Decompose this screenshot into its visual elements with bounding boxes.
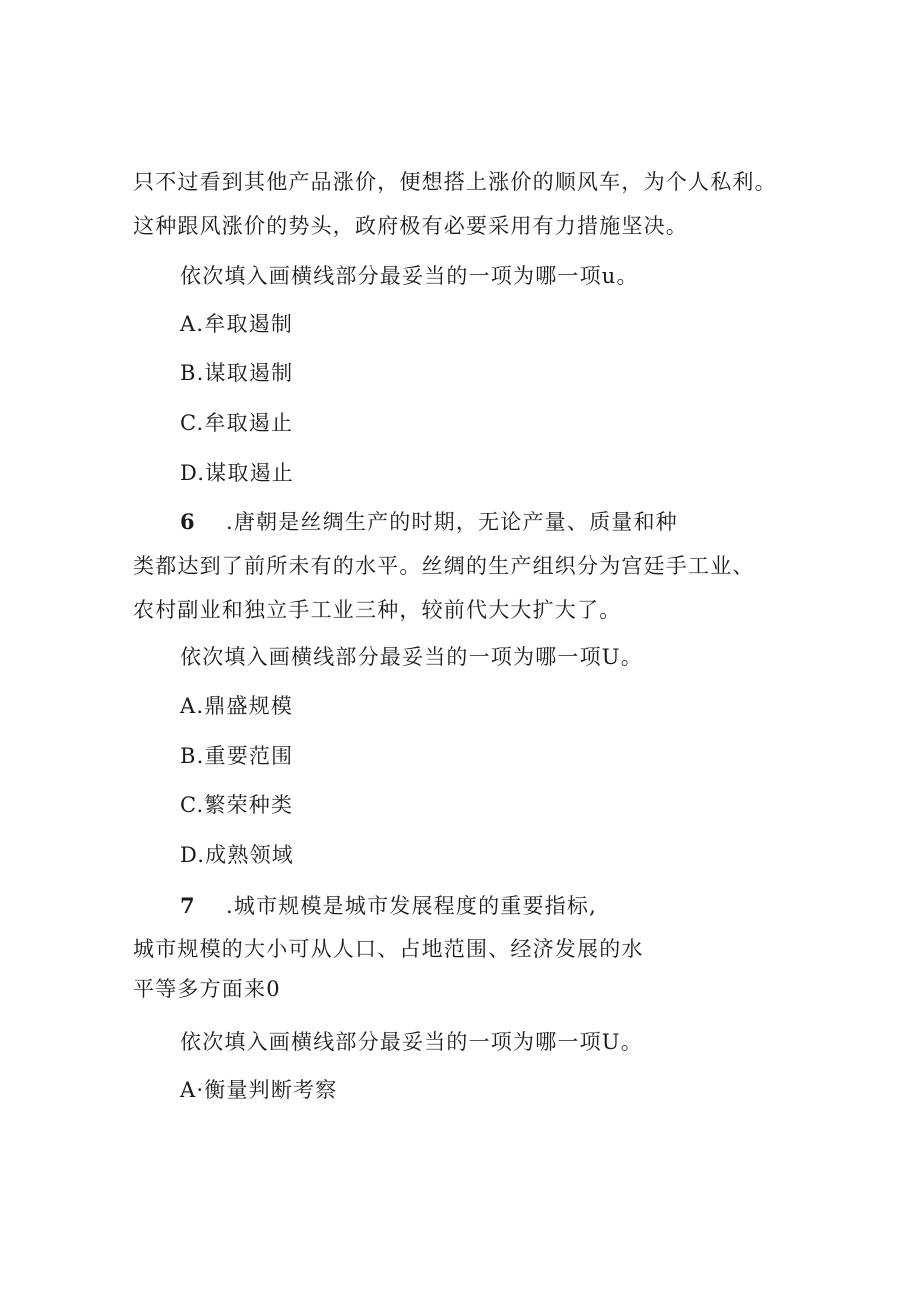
option-a: A.牟取遏制: [180, 312, 294, 336]
option-a: A·衡量判断考察: [180, 1078, 338, 1102]
question-text: 平等多方面来0: [133, 977, 281, 1001]
option-b: B.重要范围: [180, 744, 294, 768]
option-c: C.繁荣种类: [180, 793, 294, 817]
question-text: 农村副业和独立手工业三种，较前代大大扩大了。: [133, 598, 622, 622]
option-b: B.谋取遏制: [180, 361, 294, 385]
option-a: A.鼎盛规模: [180, 694, 294, 718]
option-c: C.牟取遏止: [180, 411, 294, 435]
question-text: .城市规模是城市发展程度的重要指标,: [226, 894, 597, 918]
option-d: D.谋取遏止: [180, 461, 294, 485]
question-text: 类都达到了前所未有的水平。丝绸的生产组织分为宫廷手工业、: [133, 554, 755, 578]
question-text: .唐朝是丝绸生产的时期，无论产量、质量和种: [226, 510, 678, 534]
question-number: 7: [180, 893, 196, 918]
passage-line: 只不过看到其他产品涨价，便想搭上涨价的顺风车，为个人私利。: [133, 170, 777, 194]
question-prompt: 依次填入画横线部分最妥当的一项为哪一项u。: [180, 264, 639, 288]
passage-line: 这种跟风涨价的势头，政府极有必要采用有力措施坚决。: [133, 214, 688, 238]
question-number: 6: [180, 509, 196, 534]
option-d: D.成熟领域: [180, 843, 294, 867]
question-prompt: 依次填入画横线部分最妥当的一项为哪一项U。: [180, 1030, 643, 1054]
question-prompt: 依次填入画横线部分最妥当的一项为哪一项U。: [180, 645, 643, 669]
question-text: 城市规模的大小可从人口、占地范围、经济发展的水: [133, 937, 644, 961]
